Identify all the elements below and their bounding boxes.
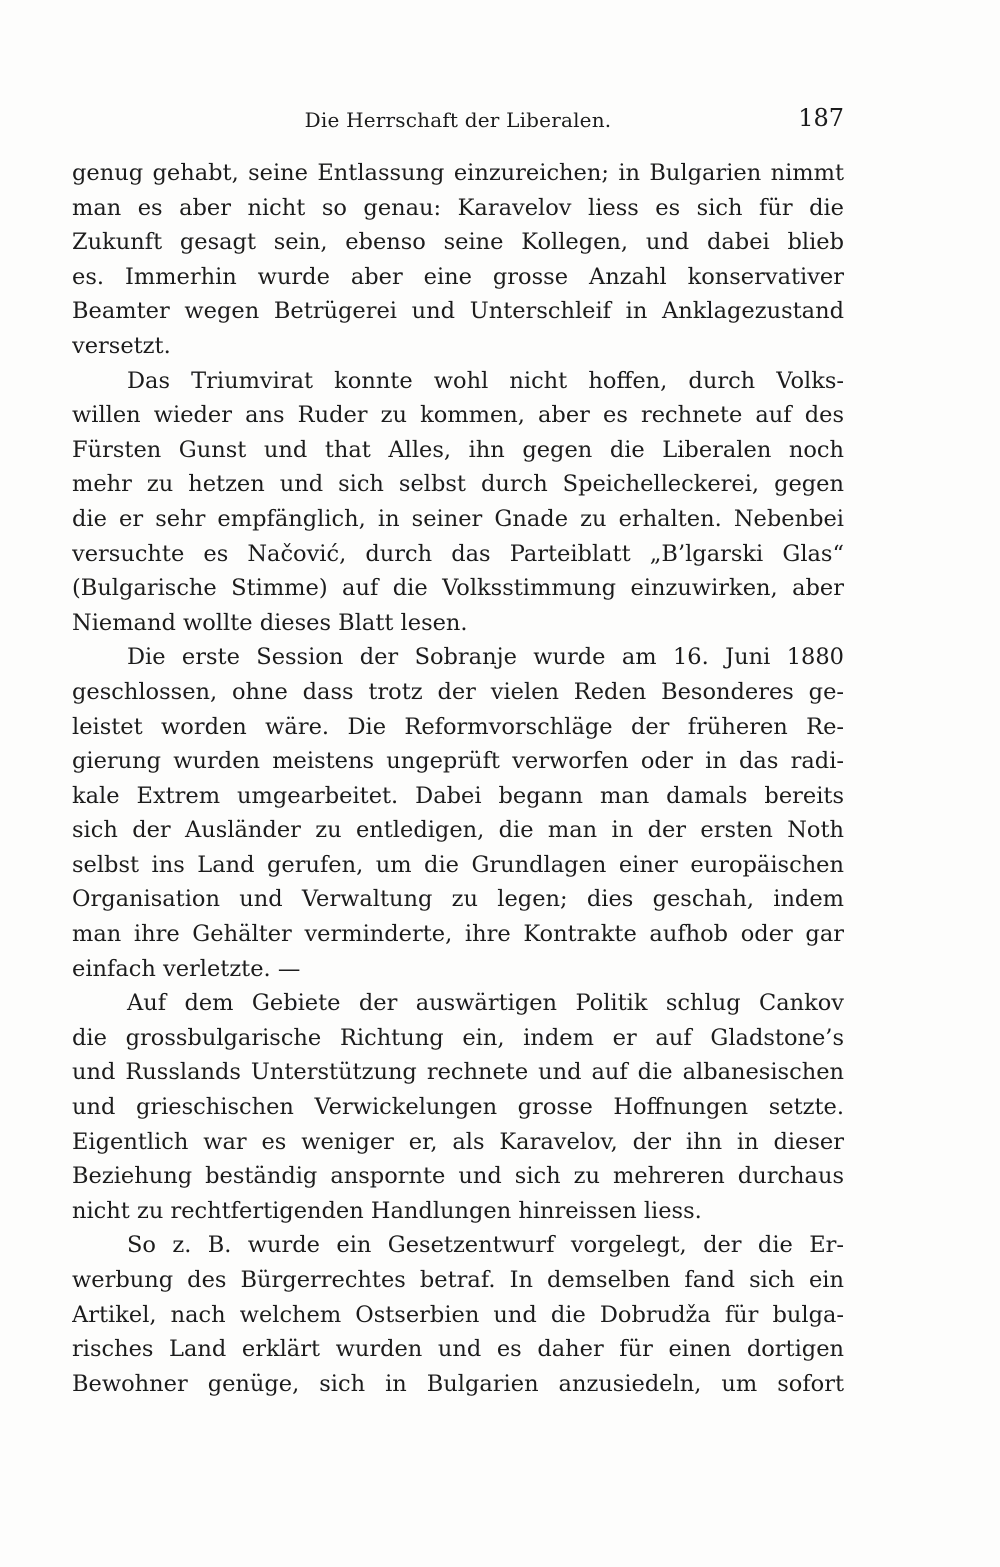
paragraph [72,1228,844,1401]
text-line: gierung wurden meistens ungeprüft verworfen oder in das radi- [72,748,844,775]
text-line: werbung des Bürgerrechtes betraf. In demselben fand sich ein [72,1267,844,1293]
text-line: und Russlands Unterstützung rechnete und auf die albanesischen [72,1059,844,1086]
text-line: Eigentlich war es weniger er, als Karavelov, der ihn in dieser [72,1128,844,1155]
text-line: versetzt. [72,332,171,359]
text-line: und grieschischen Verwickelungen grosse Hoffnungen setzte. [72,1094,844,1121]
text-line: leistet worden wäre. Die Reformvorschläge der früheren Re- [72,713,844,740]
running-head [72,104,844,136]
text-line: Zukunft gesagt sein, ebenso seine Kollegen, und dabei blieb [72,229,844,256]
text-line: (Bulgarische Stimme) auf die Volksstimmung einzuwirken, aber [72,575,844,602]
text-line: versuchte es Načović, durch das Parteiblatt „B’lgarski Glas“ [72,540,844,567]
body-text [72,156,844,1401]
text-line: risches Land erklärt wurden und es daher für einen dortigen [72,1336,844,1363]
text-line: die er sehr empfänglich, in seiner Gnade zu erhalten. Nebenbei [72,505,844,532]
text-line: Das Triumvirat konnte wohl nicht hoffen, durch Volks- [127,367,844,394]
text-line: Organisation und Verwaltung zu legen; dies geschah, indem [72,886,844,913]
text-line: es. Immerhin wurde aber eine grosse Anzahl konservativer [72,263,844,290]
text-line: sich der Ausländer zu entledigen, die man in der ersten Noth [72,817,844,844]
running-title: Die Herrschaft der Liberalen. [304,108,612,132]
text-line: man es aber nicht so genau: Karavelov liess es sich für die [72,194,844,221]
paragraph [72,364,844,641]
text-line: Niemand wollte dieses Blatt lesen. [72,609,468,636]
text-line: Bewohner genüge, sich in Bulgarien anzusiedeln, um sofort [72,1370,844,1397]
text-line: Beamter wegen Betrügerei und Unterschleif in Anklagezustand [72,298,844,325]
text-line: So z. B. wurde ein Gesetzentwurf vorgelegt, der die Er- [127,1232,844,1259]
text-line: einfach verletzte. — [72,955,301,982]
paragraph [72,156,844,364]
text-line: genug gehabt, seine Entlassung einzureichen; in Bulgarien nimmt [72,160,844,186]
text-line: Beziehung beständig anspornte und sich zu mehreren durchaus [72,1163,844,1190]
page-number: 187 [798,104,844,132]
text-line: Die erste Session der Sobranje wurde am 16. Juni 1880 [127,644,844,671]
text-line: mehr zu hetzen und sich selbst durch Speichelleckerei, gegen [72,471,844,498]
text-line: nicht zu rechtfertigenden Handlungen hinreissen liess. [72,1197,702,1224]
text-line: geschlossen, ohne dass trotz der vielen Reden Besonderes ge- [72,678,844,705]
text-line: Fürsten Gunst und that Alles, ihn gegen die Liberalen noch [72,436,844,463]
text-line: man ihre Gehälter verminderte, ihre Kontrakte aufhob oder gar [72,921,844,948]
text-line: willen wieder ans Ruder zu kommen, aber es rechnete auf des [72,402,844,429]
text-line: kale Extrem umgearbeitet. Dabei begann man damals bereits [72,782,844,809]
text-line: die grossbulgarische Richtung ein, indem er auf Gladstone’s [72,1024,844,1051]
paragraph [72,640,844,986]
paragraph [72,986,844,1228]
text-line: Auf dem Gebiete der auswärtigen Politik schlug Cankov [127,990,844,1017]
text-line: selbst ins Land gerufen, um die Grundlagen einer europäischen [72,851,844,878]
text-line: Artikel, nach welchem Ostserbien und die Dobrudža für bulga- [72,1301,844,1328]
